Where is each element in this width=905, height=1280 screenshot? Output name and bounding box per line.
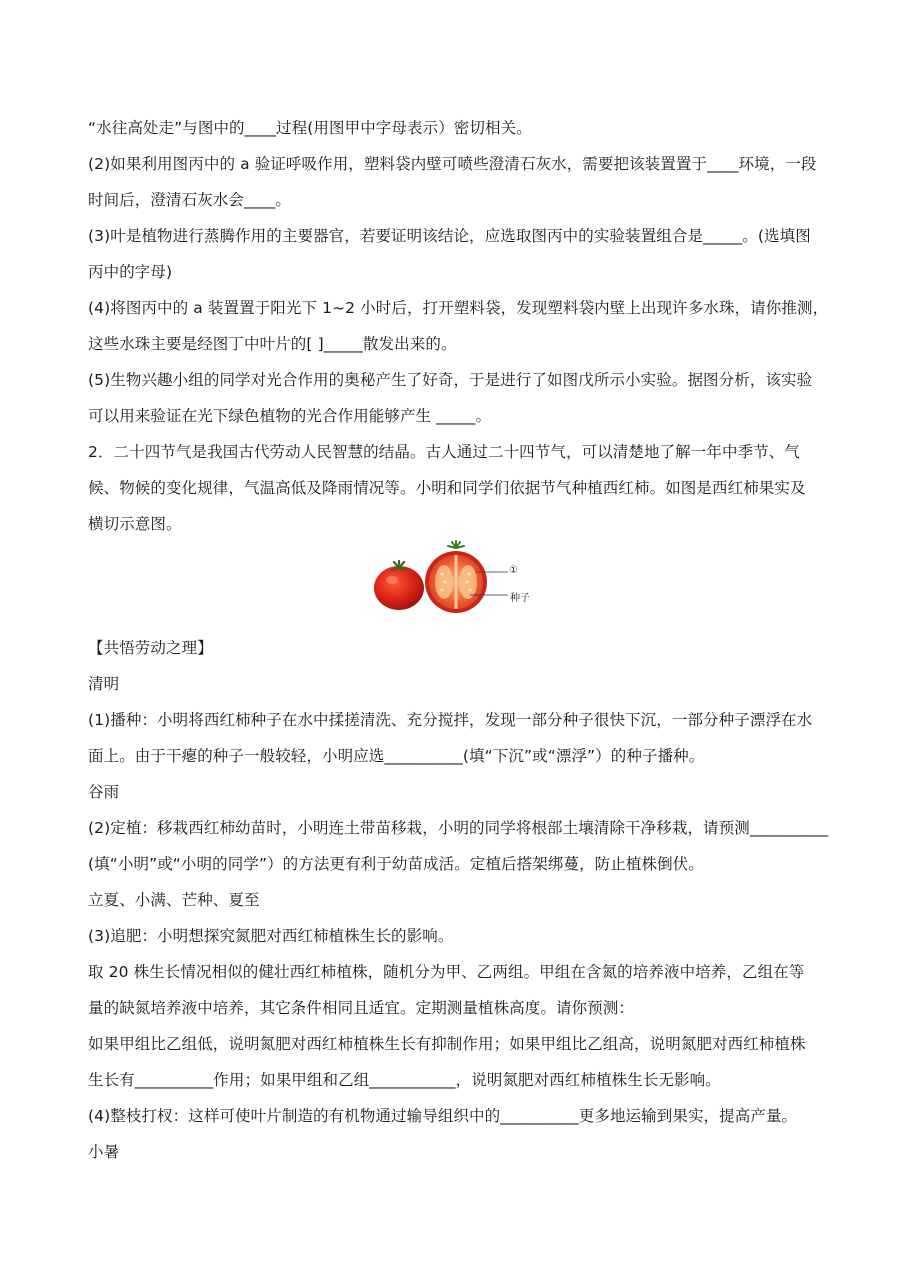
question-4-line: 这些水珠主要是经图丁中叶片的[ ]_____散发出来的。 [88,335,457,353]
section-heading: 【共悟劳动之理】 [88,639,213,657]
question-3-line: (3)叶是植物进行蒸腾作用的主要器官，若要证明该结论，应选取图丙中的实验装置组合是_____。(选填图 [88,227,811,245]
pruning-line: (4)整枝打杈：这样可使叶片制造的有机物通过输导组织中的__________更多地运输到果实，提高产量。 [88,1107,798,1125]
problem-2-intro-line: 候、物候的变化规律，气温高低及降雨情况等。小明和同学们依据节气种植西红柿。如图是西红柿果实及 [88,479,806,497]
cut-tomato [425,541,487,613]
solar-term-heading: 清明 [88,675,120,693]
experiment-line: 取 20 株生长情况相似的健壮西红柿植株，随机分为甲、乙两组。甲组在含氮的培养液中培养，乙组在等 [88,963,805,981]
fertilizing-line: (3)追肥：小明想探究氮肥对西红柿植株生长的影响。 [88,927,454,945]
planting-line: (填“小明”或“小明的同学”）的方法更有利于幼苗成活。定植后搭架绑蔓，防止植株倒伏。 [88,855,704,873]
problem-2-intro-line: 2．二十四节气是我国古代劳动人民智慧的结晶。古人通过二十四节气，可以清楚地了解一年中季节、气 [88,443,800,461]
sowing-line: 面上。由于干瘪的种子一般较轻，小明应选__________(填“下沉”或“漂浮”）的种子播种。 [88,747,705,765]
tomato-illustration [370,540,540,616]
seed-label: 种子 [510,593,530,604]
problem-2-intro-line: 横切示意图。 [88,515,182,533]
question-2-line: 时间后，澄清石灰水会____。 [88,191,292,209]
solar-term-heading: 立夏、小满、芒种、夏至 [88,891,260,909]
whole-tomato [374,561,424,610]
prediction-line: 如果甲组比乙组低，说明氮肥对西红柿植株生长有抑制作用；如果甲组比乙组高，说明氮肥对西红柿植株 [88,1035,806,1053]
planting-line: (2)定植：移栽西红柿幼苗时，小明连土带苗移栽，小明的同学将根部土壤清除干净移栽，请预测__________ [88,819,829,837]
question-4-line: (4)将图丙中的 a 装置置于阳光下 1~2 小时后，打开塑料袋，发现塑料袋内壁上出现许多水珠，请你推测， [88,299,829,317]
question-text-line: “水往高处走”与图中的____过程(用图甲中字母表示）密切相关。 [88,119,532,137]
tomato-figure [370,540,540,616]
circle-label: ① [509,565,518,576]
sowing-line: (1)播种：小明将西红柿种子在水中揉搓清洗、充分搅拌，发现一部分种子很快下沉，一部分种子漂浮在水 [88,711,813,729]
solar-term-heading: 小暑 [88,1143,120,1161]
experiment-line: 量的缺氮培养液中培养，其它条件相同且适宜。定期测量植株高度。请你预测： [88,999,635,1017]
question-2-line: (2)如果利用图丙中的 a 验证呼吸作用，塑料袋内壁可喷些澄清石灰水，需要把该装置置于____环境，一段 [88,155,817,173]
prediction-line: 生长有__________作用；如果甲组和乙组___________，说明氮肥对西红柿植株生长无影响。 [88,1071,721,1089]
question-5-line: (5)生物兴趣小组的同学对光合作用的奥秘产生了好奇，于是进行了如图戊所示小实验。据图分析，该实验 [88,371,813,389]
question-3-line: 丙中的字母) [88,263,173,281]
question-5-line: 可以用来验证在光下绿色植物的光合作用能够产生 _____。 [88,407,492,425]
solar-term-heading: 谷雨 [88,783,120,801]
